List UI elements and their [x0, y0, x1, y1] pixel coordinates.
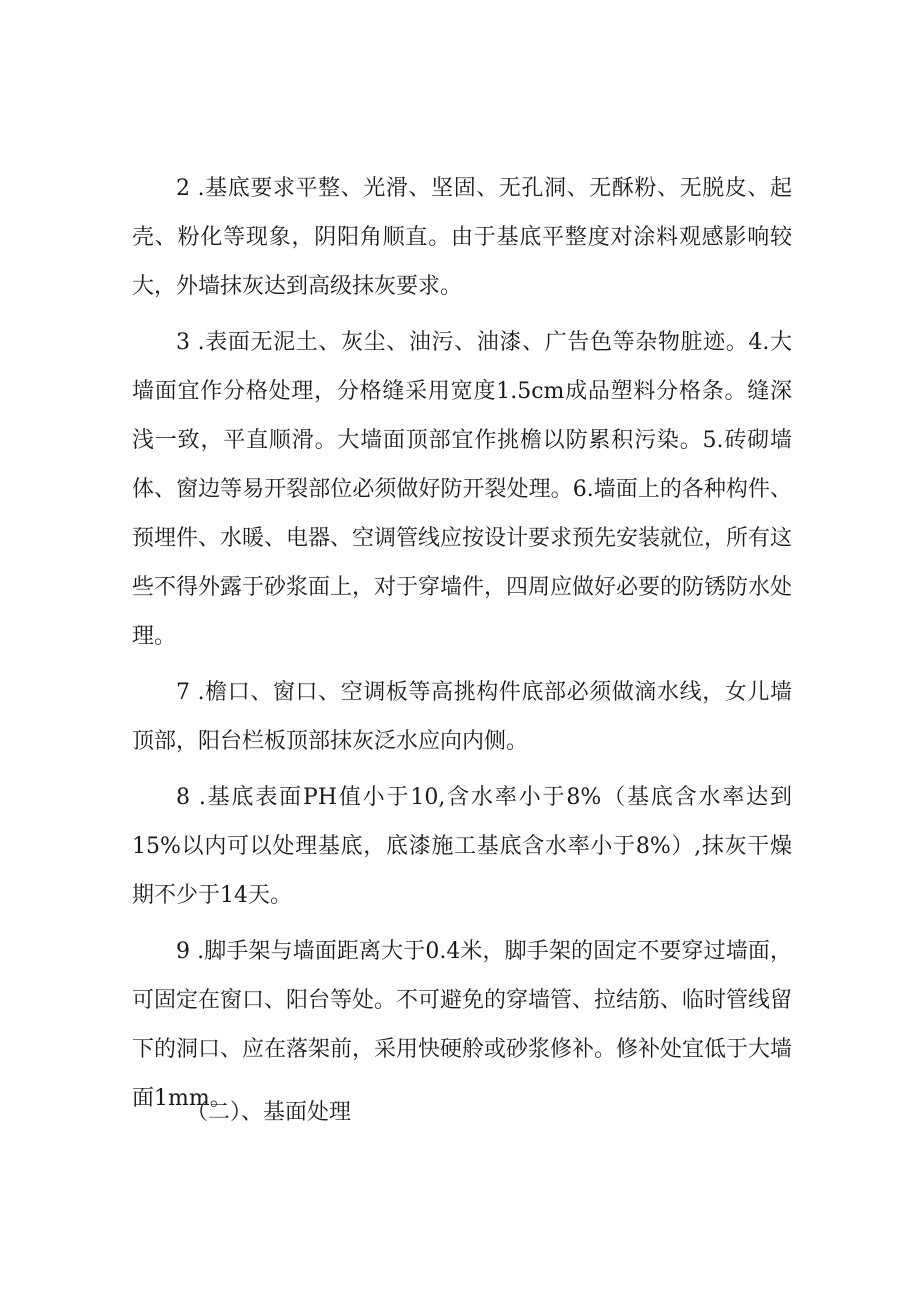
document-body — [132, 164, 792, 1123]
section-heading: （二）、基面处理 — [186, 1100, 352, 1125]
paragraph-9-scaffolding: 9 .脚手架与墙面距离大于0.4米，脚手架的固定不要穿过墙面，可固定在窗口、阳台等处。不可避免的穿墙管、拉结筋、临时管线留下的洞口、应在落架前，采用快硬舲或砂浆修补。修补处宜低于大墙面1mm。 — [132, 939, 793, 1111]
paragraph-2-substrate-requirements: 2 .基底要求平整、光滑、坚固、无孔洞、无酥粉、无脱皮、起壳、粉化等现象，阴阳角顺直。由于基底平整度对涂料观感影响较大，外墙抹灰达到高级抹灰要求。 — [132, 176, 792, 299]
paragraph-8-moisture-content: 8 .基底表面PH值小于10,含水率小于8%（基底含水率达到15%以内可以处理基底，底漆施工基底含水率小于8%）,抹灰干燥期不少于14天。 — [132, 785, 792, 908]
paragraph-3-surface-cleanliness: 3 .表面无泥土、灰尘、油污、油漆、广告色等杂物脏迹。4.大墙面宜作分格处理，分格缝采用宽度1.5cm成品塑料分格条。缝深浅一致，平直顺滑。大墙面顶部宜作挑檐以防累积污染。5.砖砌墙体、窗边等易开裂部位必须做好防开裂处理。6.墙面上的各种构件、预埋件、水暖、电器、空调管线应按设计要求预先安装就位，所有这些不得外露于砂浆面上，对于穿墙件，四周应做好必要的防锈防水处理。 — [132, 330, 793, 649]
paragraph-7-drip-lines: 7 .檐口、窗口、空调板等高挑构件底部必须做滴水线，女儿墙顶部，阳台栏板顶部抹灰泛水应向内侧。 — [132, 680, 792, 754]
